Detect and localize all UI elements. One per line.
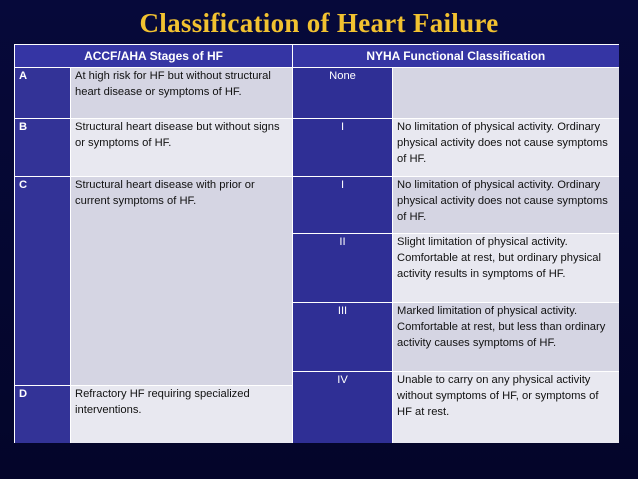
table-header-row (15, 45, 619, 68)
table-row (15, 119, 619, 177)
nyha-class-iv-description: Unable to carry on any physical activity without symptoms of HF, or symptoms of HF at rest. (393, 372, 619, 443)
nyha-class-i-c: I (293, 177, 393, 234)
nyha-class-i-b: I (293, 119, 393, 177)
nyha-none-description (393, 68, 619, 119)
nyha-class-none: None (293, 68, 393, 119)
nyha-class-ii-description: Slight limitation of physical activity. Comfortable at rest, but ordinary physical activity results in symptoms of HF. (393, 234, 619, 303)
stage-b-letter: B (15, 119, 71, 177)
table-row (15, 68, 619, 119)
nyha-header: NYHA Functional Classification (293, 45, 619, 68)
nyha-class-iii: III (293, 303, 393, 372)
nyha-class-i-description-c: No limitation of physical activity. Ordinary physical activity does not cause symptoms of HF. (393, 177, 619, 234)
nyha-class-iii-description: Marked limitation of physical activity. Comfortable at rest, but less than ordinary activity causes symptoms of HF. (393, 303, 619, 372)
nyha-class-ii: II (293, 234, 393, 303)
stage-c-description: Structural heart disease with prior or current symptoms of HF. (71, 177, 293, 386)
nyha-class-i-description-b: No limitation of physical activity. Ordinary physical activity does not cause symptoms of HF. (393, 119, 619, 177)
stage-d-letter: D (15, 386, 71, 443)
stage-a-description: At high risk for HF but without structural heart disease or symptoms of HF. (71, 68, 293, 119)
page-title: Classification of Heart Failure (139, 8, 499, 38)
stage-d-description: Refractory HF requiring specialized interventions. (71, 386, 293, 443)
accf-header: ACCF/AHA Stages of HF (15, 45, 293, 68)
nyha-class-iv: IV (293, 372, 393, 443)
stage-b-description: Structural heart disease but without signs or symptoms of HF. (71, 119, 293, 177)
stage-c-letter: C (15, 177, 71, 386)
stage-a-letter: A (15, 68, 71, 119)
hf-classification-table (14, 44, 619, 443)
table-row (15, 177, 619, 234)
